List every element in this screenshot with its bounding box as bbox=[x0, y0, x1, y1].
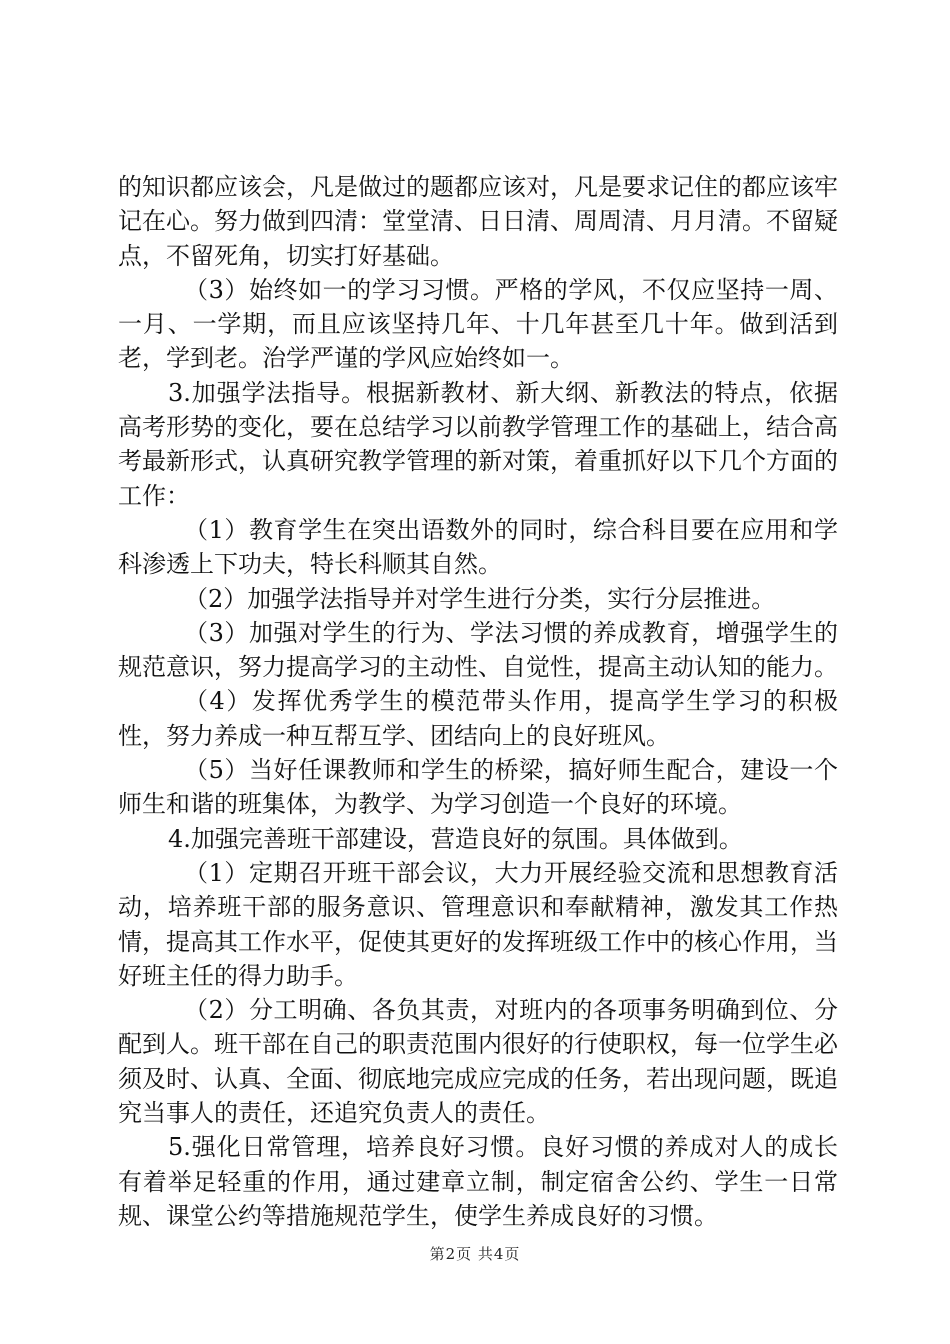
paragraph: 5.强化日常管理，培养良好习惯。良好习惯的养成对人的成长有着举足轻重的作用，通过建章立制，制定宿舍公约、学生一日常规、课堂公约等措施规范学生，使学生养成良好的习惯。 bbox=[118, 1133, 838, 1230]
paragraph: 的知识都应该会，凡是做过的题都应该对，凡是要求记住的都应该牢记在心。努力做到四清：堂堂清、日日清、周周清、月月清。不留疑点，不留死角，切实打好基础。 bbox=[118, 173, 838, 270]
paragraph: 3.加强学法指导。根据新教材、新大纲、新教法的特点，依据高考形势的变化，要在总结学习以前教学管理工作的基础上，结合高考最新形式，认真研究教学管理的新对策，着重抓好以下几个方面的工作： bbox=[118, 378, 838, 510]
paragraph: 4.加强完善班干部建设，营造良好的氛围。具体做到。 bbox=[168, 824, 743, 853]
paragraph: （4）发挥优秀学生的模范带头作用，提高学生学习的积极性，努力养成一种互帮互学、团结向上的良好班风。 bbox=[118, 687, 838, 750]
document-body bbox=[118, 170, 838, 1233]
paragraph: （3）加强对学生的行为、学法习惯的养成教育，增强学生的规范意识，努力提高学习的主动性、自觉性，提高主动认知的能力。 bbox=[118, 618, 838, 682]
paragraph: （5）当好任课教师和学生的桥梁，搞好师生配合，建设一个师生和谐的班集体，为教学、为学习创造一个良好的环境。 bbox=[118, 756, 838, 819]
page-number-footer: 第2页 共4页 bbox=[429, 1245, 521, 1263]
paragraph: （2）加强学法指导并对学生进行分类，实行分层推进。 bbox=[184, 584, 776, 613]
paragraph: （1）教育学生在突出语数外的同时，综合科目要在应用和学科渗透上下功夫，特长科顺其自然。 bbox=[118, 515, 838, 579]
paragraph: （1）定期召开班干部会议，大力开展经验交流和思想教育活动，培养班干部的服务意识、管理意识和奉献精神，激发其工作热情，提高其工作水平，促使其更好的发挥班级工作中的核心作用，当好班主任的得力助手。 bbox=[118, 858, 838, 990]
paragraph: （2）分工明确、各负其责，对班内的各项事务明确到位、分配到人。班干部在自己的职责范围内很好的行使职权，每一位学生必须及时、认真、全面、彻底地完成应完成的任务，若出现问题，既追究当事人的责任，还追究负责人的责任。 bbox=[118, 996, 838, 1128]
paragraph: （3）始终如一的学习习惯。严格的学风，不仅应坚持一周、一月、一学期，而且应该坚持几年、十几年甚至几十年。做到活到老，学到老。治学严谨的学风应始终如一。 bbox=[118, 275, 838, 373]
